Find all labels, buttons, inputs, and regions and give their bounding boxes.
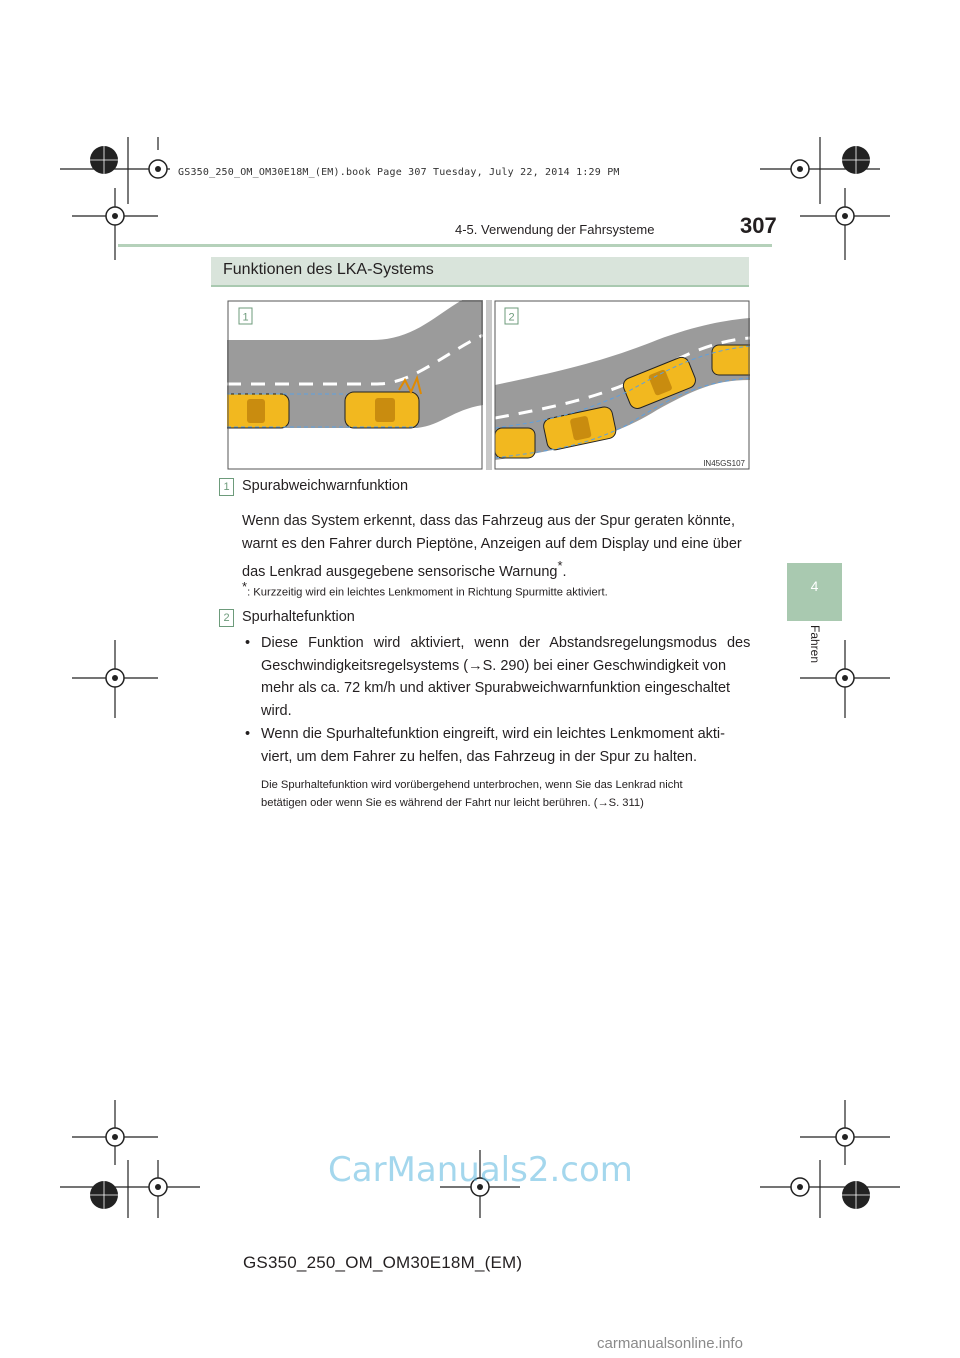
note-line-1: Die Spurhaltefunktion wird vorübergehend unterbrochen, wenn Sie das Lenkrad nicht [261,779,683,791]
panel-lane-departure-warning [227,300,483,470]
bullet-1-line-2: Geschwindigkeitsregelsystems (→S. 290) bei einer Geschwindigkeit von [261,657,727,674]
watermark-carmanualsonline[interactable]: carmanualsonline.info [597,1335,743,1352]
footnote-mark: * [242,579,248,594]
bullet-2-marker: • [245,726,251,742]
bullet-1-line-4: wird. [261,702,292,719]
item-1-asterisk: * [557,558,563,573]
chapter-tab-label [806,625,824,685]
section-heading-text: Funktionen des LKA-Systems [223,261,434,278]
watermark-carmanuals2[interactable]: CarManuals2.com [328,1150,633,1190]
footnote-text: : Kurzzeitig wird ein leichtes Lenkmoment in Richtung Spurmitte aktiviert. [247,586,608,599]
header-rule [118,244,772,247]
bullet-2-line-1: Wenn die Spurhaltefunktion eingreift, wird ein leichtes Lenkmoment akti- [261,726,725,742]
chapter-tab-label-text: Fahren [808,625,822,664]
bullet-2-line-2: viert, um dem Fahrer zu helfen, das Fahrzeug in der Spur zu halten. [261,748,698,765]
item-1-period: . [562,563,567,580]
page-number: 307 [740,213,777,238]
item-1-line-2: warnt es den Fahrer durch Pieptöne, Anzeigen auf dem Display und eine über [242,535,742,552]
panel-lane-keeping-assist [495,300,750,470]
bullet-2 [261,723,745,768]
running-head: 4-5. Verwendung der Fahrsysteme [455,222,655,237]
item-2-number: 2 [219,609,234,627]
item-1-line-3-text: das Lenkrad ausgegebene sensorische Warnung [242,563,558,580]
footer-doc-code: GS350_250_OM_OM30E18M_(EM) [243,1253,523,1272]
bullet-1-marker: • [245,635,251,651]
bullet-1-line-3: mehr als ca. 72 km/h und aktiver Spurabweichwarnfunktion eingeschaltet [261,680,731,696]
item-1-line-1: Wenn das System erkennt, dass das Fahrzeug aus der Spur geraten könnte, [242,513,736,529]
book-file-line: GS350_250_OM_OM30E18M_(EM).book Page 307 Tuesday, July 22, 2014 1:29 PM [178,167,620,178]
chapter-tab-number: 4 [810,578,819,594]
bullet-1 [261,632,751,722]
panel-2-label: 2 [508,311,515,324]
lka-illustration [227,300,750,470]
item-2-title: Spurhaltefunktion [242,609,355,625]
section-heading [211,257,749,287]
item-2-note [261,776,683,812]
panel-1-label: 1 [242,311,249,324]
item-1-footnote [242,578,608,602]
item-1-number: 1 [219,478,234,496]
note-line-2: betätigen oder wenn Sie es während der Fahrt nur leicht berühren. (→S. 311) [261,797,644,809]
illustration-code: IN45GS107 [703,459,745,468]
bullet-1-line-1: Diese Funktion wird aktiviert, wenn der Abstandsregelungsmodus des [261,635,751,651]
item-1-title: Spurabweichwarnfunktion [242,478,409,494]
item-1-body [242,510,745,583]
